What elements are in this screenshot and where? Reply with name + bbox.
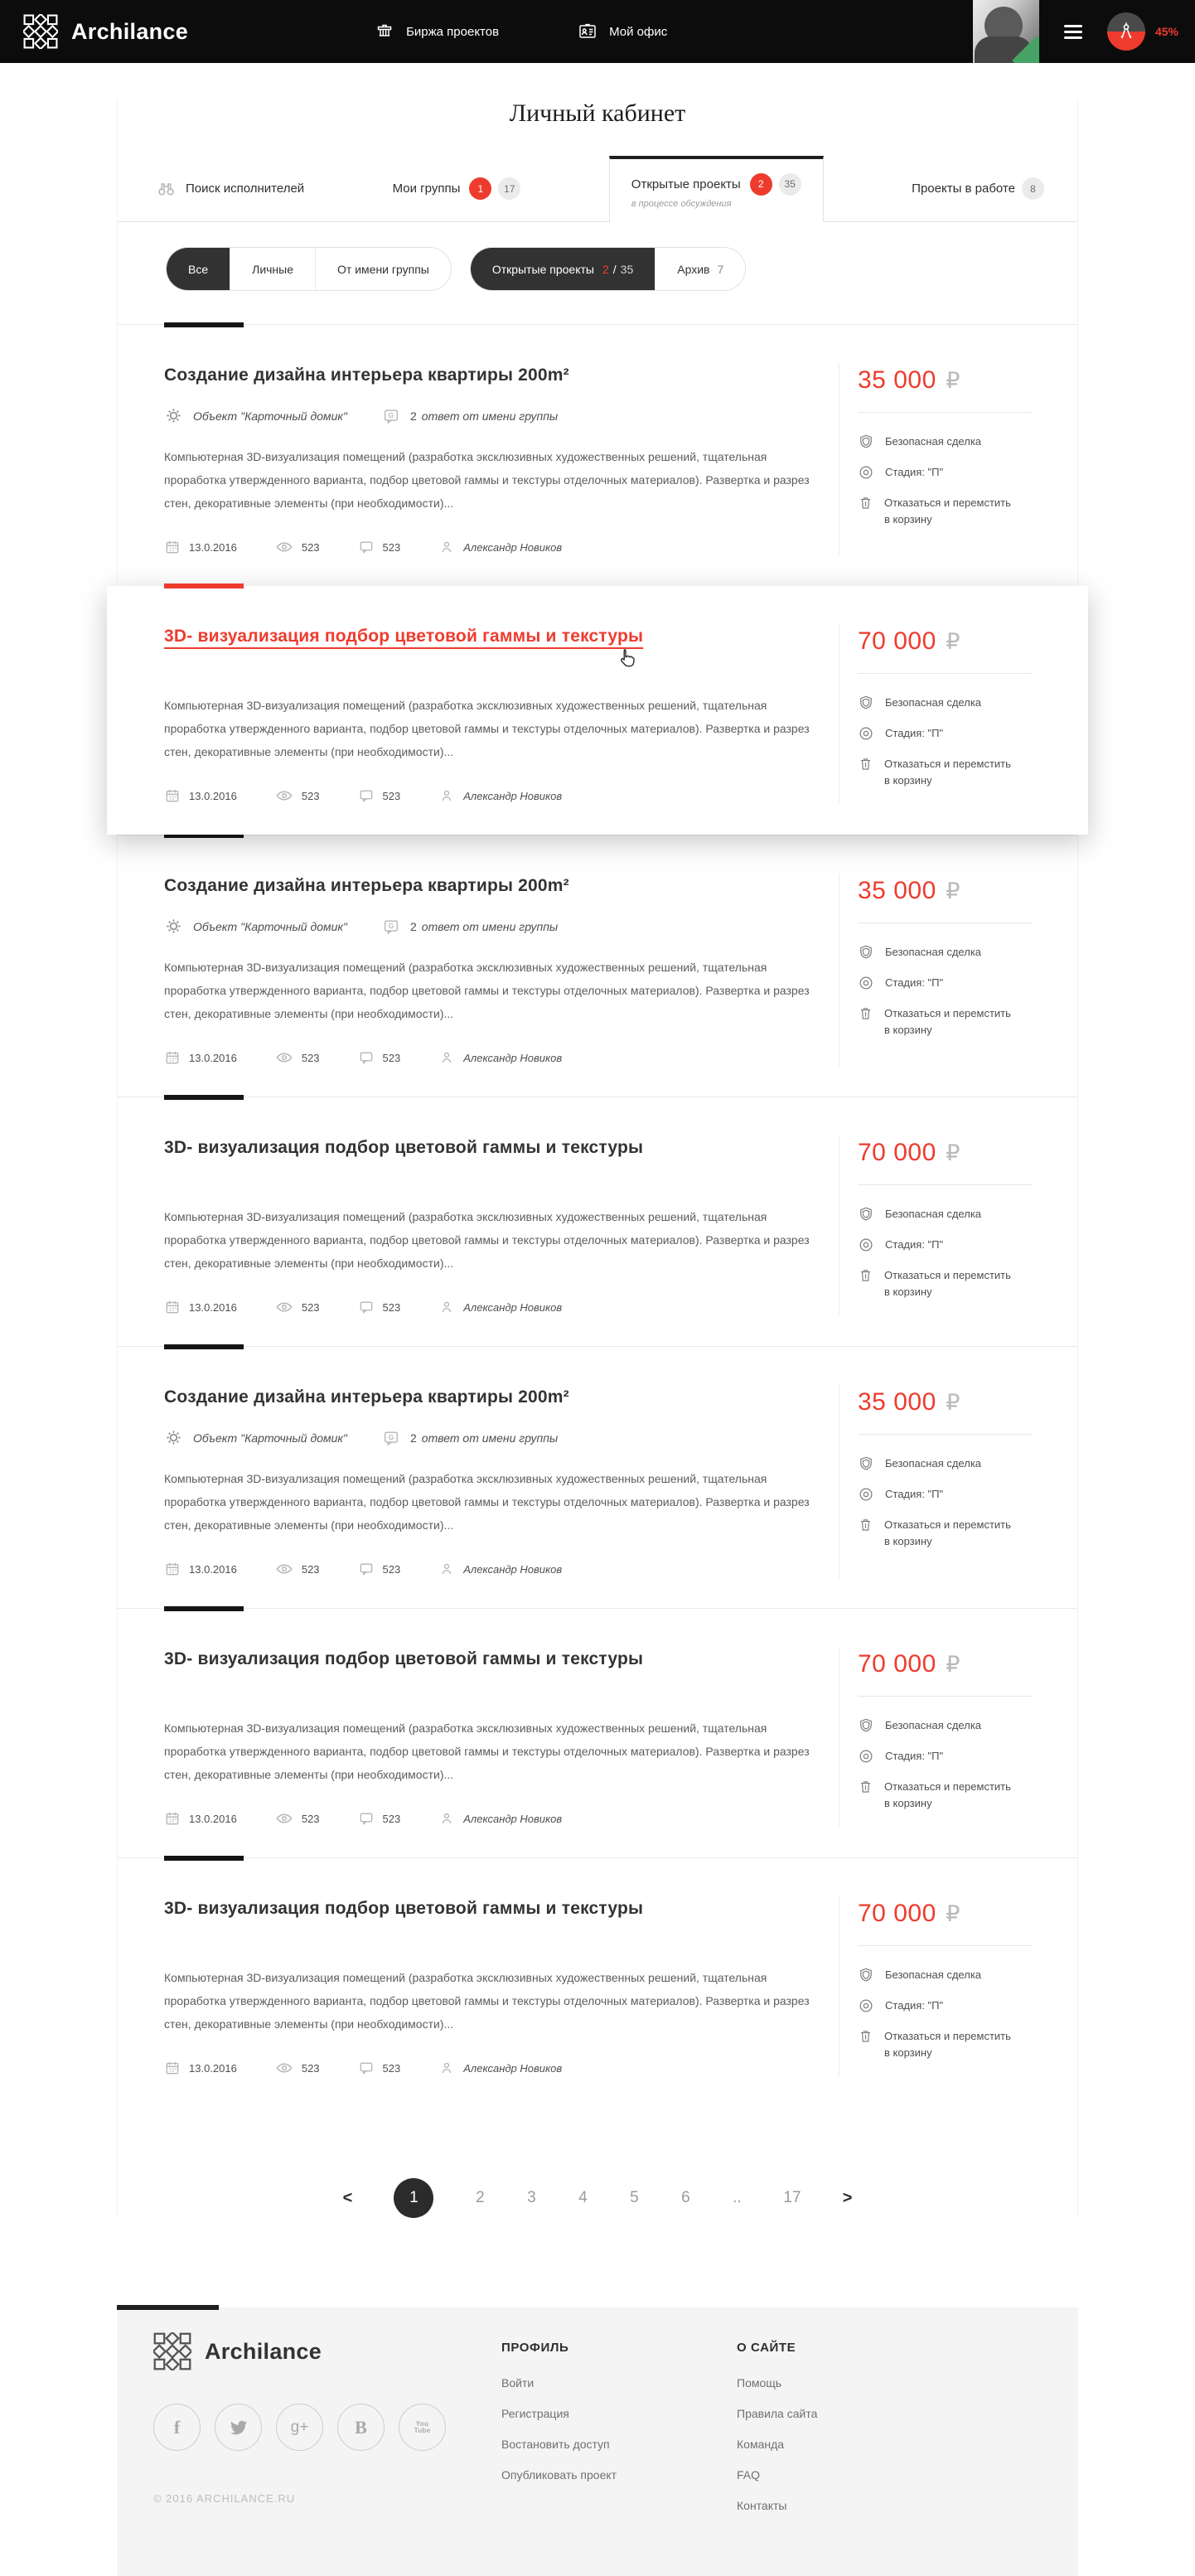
- facebook-icon[interactable]: f: [153, 2404, 201, 2451]
- card-side-panel: [839, 1647, 1077, 1828]
- tab-label: Мои группы: [392, 182, 461, 196]
- archilance-mark-icon: [153, 2332, 191, 2370]
- footer-link-item: [501, 2407, 737, 2422]
- nav-label: Биржа проектов: [406, 24, 500, 39]
- trash-icon: [858, 1267, 873, 1283]
- views-count: 523: [275, 1048, 320, 1067]
- project-description: Компьютерная 3D-визуализация помещений (разработка эксклюзивных художественных решений, тщательная проработка утвержденного варианта, подбор цветовой гаммы и текстуры отделочных материалов). Развертка и разрез стен, декоративные элементы (при необходимости)...: [164, 1210, 810, 1270]
- tab-label: Проекты в работе: [912, 182, 1015, 196]
- ruble-sign: ₽: [946, 629, 960, 654]
- filter-all[interactable]: Все: [167, 248, 230, 290]
- discard-to-trash-link[interactable]: Отказаться и перемстить в корзину: [858, 1267, 1033, 1300]
- project-title-link[interactable]: 3D- визуализация подбор цветовой гаммы и текстуры: [164, 1649, 644, 1668]
- comments-count: 523: [358, 1299, 401, 1315]
- project-description: Компьютерная 3D-визуализация помещений (разработка эксклюзивных художественных решений, тщательная проработка утвержденного варианта, подбор цветовой гаммы и текстуры отделочных материалов). Развертка и разрез стен, декоративные элементы (при необходимости)...: [164, 1721, 810, 1781]
- project-price: [858, 1900, 1033, 1928]
- footer-column-profile: [501, 2332, 737, 2530]
- views-count: 523: [275, 1809, 320, 1828]
- project-description: Компьютерная 3D-визуализация помещений (разработка эксклюзивных художественных решений, тщательная проработка утвержденного варианта, подбор цветовой гаммы и текстуры отделочных материалов). Развертка и разрез стен, декоративные элементы (при необходимости)...: [164, 450, 810, 510]
- project-title-link[interactable]: 3D- визуализация подбор цветовой гаммы и текстуры: [164, 1138, 644, 1157]
- page-title: Личный кабинет: [509, 99, 686, 127]
- discard-to-trash-link[interactable]: Отказаться и перемстить в корзину: [858, 495, 1033, 527]
- pagination: [118, 2178, 1077, 2218]
- safe-deal-item: Безопасная сделка: [858, 1455, 1033, 1472]
- stage-item: Стадия: "П": [858, 1486, 1033, 1503]
- person-icon: [438, 2060, 455, 2076]
- calendar-icon: [164, 2060, 181, 2076]
- project-card: [107, 586, 1088, 835]
- copyright-text: © 2016 ARCHILANCE.RU: [153, 2492, 296, 2505]
- compass-icon: [1115, 21, 1137, 42]
- ruble-sign: ₽: [946, 879, 960, 903]
- trash-icon: [858, 495, 873, 511]
- youtube-icon[interactable]: You Tube: [399, 2404, 446, 2451]
- open-total-count: 35: [620, 262, 634, 276]
- card-side-panel: [839, 1896, 1077, 2077]
- discard-to-trash-link[interactable]: Отказаться и перемстить в корзину: [858, 756, 1033, 788]
- gear-icon: [164, 917, 183, 936]
- comment-icon: [358, 1810, 375, 1827]
- project-meta-row: [164, 787, 814, 805]
- safe-deal-item: Безопасная сделка: [858, 433, 1033, 450]
- side-divider: [858, 412, 1033, 413]
- filter-bar: [166, 247, 1077, 291]
- discard-to-trash-link[interactable]: Отказаться и перемстить в корзину: [858, 1517, 1033, 1549]
- footer-brand-name: Archilance: [205, 2338, 322, 2364]
- total-count-badge: 17: [498, 177, 520, 200]
- new-count-badge: 2: [750, 173, 772, 196]
- discard-to-trash-link[interactable]: Отказаться и перемстить в корзину: [858, 2028, 1033, 2060]
- card-side-panel: [839, 363, 1077, 556]
- stage-item: Стадия: "П": [858, 464, 1033, 481]
- calendar-icon: [164, 539, 181, 555]
- target-icon: [858, 1748, 874, 1765]
- profile-progress-badge[interactable]: [1107, 12, 1145, 51]
- price-amount: 70 000: [858, 1900, 936, 1927]
- publish-date: 13.0.2016: [164, 2060, 237, 2076]
- trash-icon: [858, 1779, 873, 1794]
- tab-my-groups[interactable]: [393, 177, 521, 200]
- comments-count: 523: [358, 539, 401, 555]
- binoculars-icon: [156, 178, 177, 199]
- svg-text:G: G: [388, 1433, 394, 1441]
- google-plus-icon[interactable]: g+: [276, 2404, 323, 2451]
- top-navigation: [375, 22, 667, 41]
- target-icon: [858, 1237, 874, 1253]
- project-card: [118, 1857, 1077, 2107]
- comment-icon: [358, 539, 375, 555]
- discard-to-trash-link[interactable]: Отказаться и перемстить в корзину: [858, 1005, 1033, 1038]
- tab-projects-in-work[interactable]: [912, 177, 1044, 200]
- card-main: [118, 1647, 839, 1828]
- project-object-row: [164, 406, 814, 425]
- filter-open-projects[interactable]: [471, 248, 655, 290]
- card-top-marker: [164, 1856, 244, 1861]
- project-description: Компьютерная 3D-визуализация помещений (разработка эксклюзивных художественных решений, тщательная проработка утвержденного варианта, подбор цветовой гаммы и текстуры отделочных материалов). Развертка и разрез стен, декоративные элементы (при необходимости)...: [164, 1472, 810, 1532]
- social-links: [153, 2404, 501, 2451]
- project-meta-row: [164, 1809, 814, 1828]
- card-top-marker: [164, 583, 244, 588]
- comment-icon: [358, 1561, 375, 1577]
- target-icon: [858, 464, 874, 481]
- mouse-cursor-pointer: [616, 647, 637, 669]
- project-title-link[interactable]: 3D- визуализация подбор цветовой гаммы и текстуры: [164, 627, 644, 646]
- project-object-row: [164, 917, 814, 936]
- side-divider: [858, 1945, 1033, 1946]
- card-side-panel: [839, 624, 1088, 805]
- footer-link-item: [737, 2376, 972, 2391]
- nav-item-project-exchange[interactable]: [375, 22, 499, 41]
- price-amount: 70 000: [858, 1650, 936, 1678]
- side-divider: [858, 1434, 1033, 1435]
- target-icon: [858, 975, 874, 991]
- price-amount: 35 000: [858, 366, 936, 394]
- target-icon: [858, 1486, 874, 1503]
- project-meta-row: [164, 1048, 814, 1067]
- trash-icon: [858, 2028, 873, 2044]
- footer: [117, 2307, 1078, 2576]
- project-card: [118, 835, 1077, 1097]
- eye-icon: [275, 787, 293, 805]
- group-replies-link[interactable]: 2 ответ от имени группы: [409, 409, 559, 423]
- tab-label: Открытые проекты: [631, 177, 741, 191]
- stage-item: Стадия: "П": [858, 1748, 1033, 1765]
- main-container: [117, 99, 1078, 2218]
- price-amount: 35 000: [858, 1388, 936, 1416]
- twitter-icon[interactable]: [215, 2404, 262, 2451]
- ruble-sign: ₽: [946, 1901, 960, 1926]
- card-side-panel: [839, 1385, 1077, 1578]
- price-amount: 35 000: [858, 877, 936, 904]
- new-count-badge: 1: [469, 177, 491, 200]
- person-icon: [438, 1561, 455, 1577]
- pagination-prev-button[interactable]: <: [342, 2188, 353, 2207]
- project-object-label: Объект "Карточный домик": [193, 409, 347, 423]
- group-replies-link[interactable]: 2 ответ от имени группы: [409, 919, 559, 933]
- shield-icon: [858, 1717, 874, 1734]
- footer-link-register[interactable]: Регистрация: [501, 2407, 569, 2420]
- project-title-link[interactable]: Создание дизайна интерьера квартиры 200m²: [164, 1387, 569, 1407]
- project-meta-row: [164, 538, 814, 556]
- ruble-sign: ₽: [946, 1140, 960, 1165]
- project-author-link[interactable]: Александр Новиков: [438, 1299, 562, 1315]
- ruble-sign: ₽: [946, 1652, 960, 1677]
- project-author-link[interactable]: Александр Новиков: [438, 2060, 562, 2076]
- shield-icon: [858, 433, 874, 450]
- safe-deal-item: Безопасная сделка: [858, 1717, 1033, 1734]
- tab-bar: [118, 156, 1077, 222]
- views-count: 523: [275, 1298, 320, 1316]
- tab-open-projects[interactable]: [609, 156, 824, 222]
- publish-date: 13.0.2016: [164, 1810, 237, 1827]
- project-author-link[interactable]: Александр Новиков: [438, 1049, 562, 1066]
- safe-deal-item: Безопасная сделка: [858, 1206, 1033, 1223]
- views-count: 523: [275, 2059, 320, 2077]
- rostrum-icon: [375, 22, 394, 41]
- project-price: [858, 1388, 1033, 1416]
- card-main: [107, 624, 839, 805]
- project-author-link[interactable]: Александр Новиков: [438, 539, 562, 555]
- discard-to-trash-link[interactable]: Отказаться и перемстить в корзину: [858, 1779, 1033, 1811]
- eye-icon: [275, 1048, 293, 1067]
- project-price: [858, 1650, 1033, 1678]
- card-main: [118, 1385, 839, 1578]
- project-price: [858, 1139, 1033, 1167]
- project-card: [118, 1608, 1077, 1857]
- trash-icon: [858, 756, 873, 772]
- ruble-sign: ₽: [946, 1390, 960, 1415]
- pagination-page-button[interactable]: ..: [733, 2189, 742, 2206]
- calendar-icon: [164, 1810, 181, 1827]
- behance-icon[interactable]: B: [337, 2404, 385, 2451]
- card-top-marker: [164, 322, 244, 327]
- eye-icon: [275, 1809, 293, 1828]
- trash-icon: [858, 1005, 873, 1021]
- nav-item-my-office[interactable]: [578, 22, 667, 41]
- trash-icon: [858, 1517, 873, 1533]
- project-author-link[interactable]: Александр Новиков: [438, 787, 562, 804]
- top-bar: [0, 0, 1195, 63]
- eye-icon: [275, 1560, 293, 1578]
- shield-icon: [858, 1206, 874, 1223]
- user-avatar-photo[interactable]: [973, 0, 1039, 63]
- card-top-marker: [164, 1095, 244, 1100]
- gear-icon: [164, 406, 183, 425]
- group-reply-icon: [382, 1429, 400, 1447]
- nav-label: Мой офис: [609, 24, 668, 39]
- eye-icon: [275, 1298, 293, 1316]
- pagination-page-button[interactable]: 2: [476, 2189, 485, 2206]
- card-side-panel: [839, 1135, 1077, 1316]
- svg-text:G: G: [388, 411, 394, 419]
- eye-icon: [275, 538, 293, 556]
- footer-link-contacts[interactable]: Контакты: [737, 2499, 787, 2512]
- card-main: [118, 1135, 839, 1316]
- publish-date: 13.0.2016: [164, 1561, 237, 1577]
- side-divider: [858, 1184, 1033, 1185]
- target-icon: [858, 725, 874, 742]
- target-icon: [858, 1997, 874, 2014]
- person-icon: [438, 1810, 455, 1827]
- project-title-link[interactable]: Создание дизайна интерьера квартиры 200m²: [164, 366, 569, 385]
- publish-date: 13.0.2016: [164, 1049, 237, 1066]
- card-main: [118, 874, 839, 1067]
- card-side-panel: [839, 874, 1077, 1067]
- footer-link-faq[interactable]: FAQ: [737, 2468, 761, 2482]
- footer-link-item: [737, 2468, 972, 2483]
- filter-label: Открытые проекты: [491, 262, 594, 276]
- shield-icon: [858, 1455, 874, 1472]
- group-reply-icon: [382, 407, 400, 425]
- safe-deal-item: Безопасная сделка: [858, 1967, 1033, 1983]
- footer-link-item: [501, 2468, 737, 2483]
- footer-link-item: [501, 2376, 737, 2391]
- publish-date: 13.0.2016: [164, 539, 237, 555]
- calendar-icon: [164, 1561, 181, 1577]
- project-description: Компьютерная 3D-визуализация помещений (разработка эксклюзивных художественных решений, тщательная проработка утвержденного варианта, подбор цветовой гаммы и текстуры отделочных материалов). Развертка и разрез стен, декоративные элементы (при необходимости)...: [164, 1971, 810, 2031]
- project-description: Компьютерная 3D-визуализация помещений (разработка эксклюзивных художественных решений, тщательная проработка утвержденного варианта, подбор цветовой гаммы и текстуры отделочных материалов). Развертка и разрез стен, декоративные элементы (при необходимости)...: [164, 699, 810, 758]
- project-card: [118, 1346, 1077, 1608]
- footer-link-help[interactable]: Помощь: [737, 2376, 782, 2390]
- comments-count: 523: [358, 1561, 401, 1577]
- project-card: [118, 1097, 1077, 1346]
- stage-item: Стадия: "П": [858, 725, 1033, 742]
- comments-count: 523: [358, 787, 401, 804]
- stage-item: Стадия: "П": [858, 975, 1033, 991]
- filter-label: Архив: [677, 262, 710, 276]
- footer-link-publish-project[interactable]: Опубликовать проект: [501, 2468, 617, 2482]
- project-object-row: [164, 1428, 814, 1447]
- brand-name: Archilance: [71, 18, 189, 44]
- footer-link-site-rules[interactable]: Правила сайта: [737, 2407, 818, 2420]
- tab-search-executors[interactable]: [156, 178, 304, 199]
- side-divider: [858, 1696, 1033, 1697]
- id-card-icon: [578, 22, 598, 41]
- comments-count: 523: [358, 1049, 401, 1066]
- project-object-label: Объект "Карточный домик": [193, 919, 347, 933]
- project-title-link[interactable]: 3D- визуализация подбор цветовой гаммы и текстуры: [164, 1899, 644, 1918]
- tab-subtitle: в процессе обсуждения: [631, 198, 732, 209]
- archive-count: 7: [717, 262, 724, 276]
- stage-item: Стадия: "П": [858, 1237, 1033, 1253]
- project-card: [118, 324, 1077, 586]
- shield-icon: [858, 1967, 874, 1983]
- archilance-mark-icon: [23, 14, 58, 49]
- project-price: [858, 366, 1033, 395]
- comments-count: 523: [358, 1810, 401, 1827]
- project-meta-row: [164, 1560, 814, 1578]
- comment-icon: [358, 1049, 375, 1066]
- open-new-count: 2: [602, 262, 609, 276]
- pagination-page-button[interactable]: 5: [630, 2189, 639, 2206]
- safe-deal-item: Безопасная сделка: [858, 695, 1033, 711]
- side-divider: [858, 922, 1033, 923]
- footer-link-login[interactable]: Войти: [501, 2376, 535, 2390]
- header-right: [973, 0, 1178, 63]
- views-count: 523: [275, 538, 320, 556]
- comment-icon: [358, 1299, 375, 1315]
- filter-archive[interactable]: [655, 248, 745, 290]
- project-meta-row: [164, 1298, 814, 1316]
- total-count-badge: 35: [779, 173, 801, 196]
- project-card-list: [118, 324, 1077, 2107]
- publish-date: 13.0.2016: [164, 787, 237, 804]
- filter-on-behalf-of-group[interactable]: От имени группы: [315, 248, 451, 290]
- group-reply-icon: [382, 918, 400, 936]
- footer-brand-logo[interactable]: [153, 2332, 501, 2370]
- price-amount: 70 000: [858, 1139, 936, 1166]
- filter-personal[interactable]: Личные: [230, 248, 315, 290]
- views-count: 523: [275, 787, 320, 805]
- calendar-icon: [164, 1049, 181, 1066]
- menu-icon[interactable]: [1064, 22, 1082, 42]
- calendar-icon: [164, 1299, 181, 1315]
- person-icon: [438, 1299, 455, 1315]
- project-title-link[interactable]: Создание дизайна интерьера квартиры 200m²: [164, 876, 569, 895]
- ruble-sign: ₽: [946, 368, 960, 393]
- project-price: [858, 877, 1033, 905]
- card-main: [118, 1896, 839, 2077]
- card-main: [118, 363, 839, 556]
- comment-icon: [358, 2060, 375, 2076]
- scope-filter-group: [166, 247, 452, 291]
- tab-label: Поиск исполнителей: [186, 182, 305, 196]
- calendar-icon: [164, 787, 181, 804]
- total-count-badge: 8: [1022, 177, 1044, 200]
- shield-icon: [858, 944, 874, 961]
- publish-date: 13.0.2016: [164, 1299, 237, 1315]
- state-filter-group: [470, 247, 746, 291]
- footer-link-restore-access[interactable]: Востановить доступ: [501, 2438, 610, 2451]
- pagination-page-button[interactable]: 3: [527, 2189, 536, 2206]
- project-description: Компьютерная 3D-визуализация помещений (разработка эксклюзивных художественных решений, тщательная проработка утвержденного варианта, подбор цветовой гаммы и текстуры отделочных материалов). Развертка и разрез стен, декоративные элементы (при необходимости)...: [164, 961, 810, 1020]
- project-author-link[interactable]: Александр Новиков: [438, 1561, 562, 1577]
- pagination-page-button[interactable]: 17: [783, 2189, 801, 2206]
- project-price: [858, 627, 1033, 656]
- comments-count: 523: [358, 2060, 401, 2076]
- group-replies-link[interactable]: 2 ответ от имени группы: [409, 1431, 559, 1445]
- footer-column-about: [737, 2332, 972, 2530]
- pagination-page-button[interactable]: 6: [681, 2189, 690, 2206]
- price-amount: 70 000: [858, 627, 936, 655]
- project-meta-row: [164, 2059, 814, 2077]
- footer-link-item: [737, 2407, 972, 2422]
- person-icon: [438, 787, 455, 804]
- person-icon: [438, 1049, 455, 1066]
- footer-column-heading: ПРОФИЛЬ: [501, 2341, 569, 2355]
- views-count: 523: [275, 1560, 320, 1578]
- card-top-marker: [164, 1606, 244, 1611]
- pagination-page-active[interactable]: 1: [394, 2178, 433, 2218]
- pagination-next-button[interactable]: >: [842, 2188, 853, 2207]
- person-icon: [438, 539, 455, 555]
- footer-top-marker: [117, 2305, 219, 2310]
- card-top-marker: [164, 1344, 244, 1349]
- project-author-link[interactable]: Александр Новиков: [438, 1810, 562, 1827]
- profile-progress-percent: 45%: [1154, 25, 1178, 38]
- project-object-label: Объект "Карточный домик": [193, 1431, 347, 1445]
- count-separator: /: [612, 262, 617, 276]
- footer-left: [153, 2332, 501, 2530]
- svg-text:G: G: [388, 922, 394, 930]
- footer-link-item: [737, 2438, 972, 2453]
- footer-column-heading: О САЙТЕ: [737, 2341, 796, 2355]
- stage-item: Стадия: "П": [858, 1997, 1033, 2014]
- footer-link-item: [737, 2499, 972, 2514]
- shield-icon: [858, 695, 874, 711]
- safe-deal-item: Безопасная сделка: [858, 944, 1033, 961]
- eye-icon: [275, 2059, 293, 2077]
- gear-icon: [164, 1428, 183, 1447]
- pagination-page-button[interactable]: 4: [578, 2189, 588, 2206]
- footer-link-item: [501, 2438, 737, 2453]
- brand-logo[interactable]: [23, 14, 188, 49]
- footer-link-team[interactable]: Команда: [737, 2438, 785, 2451]
- comment-icon: [358, 787, 375, 804]
- side-divider: [858, 673, 1033, 674]
